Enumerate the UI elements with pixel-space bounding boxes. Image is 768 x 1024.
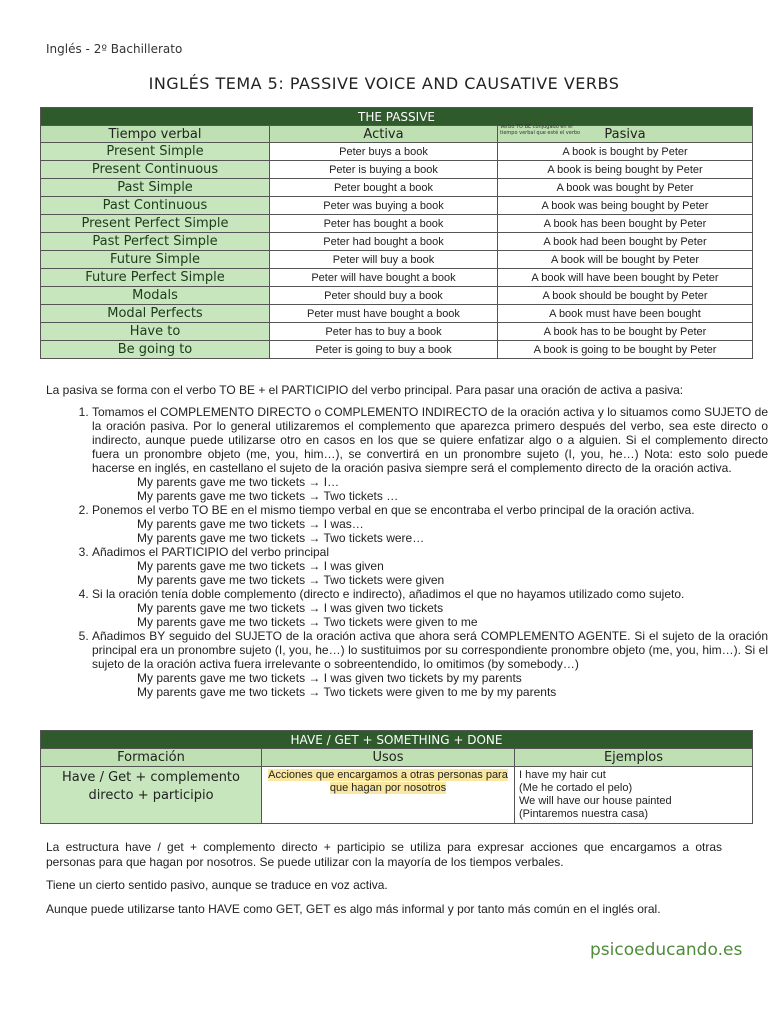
step-text: Ponemos el verbo TO BE en el mismo tiempo verbal en que se encontraba el verbo principal de la oración activa. bbox=[92, 503, 695, 517]
paragraph-passive-sense: Tiene un cierto sentido pasivo, aunque se traduce en voz activa. bbox=[46, 878, 388, 892]
uses-cell: Acciones que encargamos a otras personas para que hagan por nosotros bbox=[262, 767, 515, 824]
table-row: Past Perfect Simple Peter had bought a book A book had been bought by Peter bbox=[41, 233, 753, 251]
example-line: My parents gave me two tickets → I was given two tickets bbox=[137, 601, 444, 615]
table-row: Modals Peter should buy a book A book should be bought by Peter bbox=[41, 287, 753, 305]
table-row: Future Perfect Simple Peter will have bought a book A book will have been bought by Peter bbox=[41, 269, 753, 287]
list-item bbox=[92, 545, 768, 587]
paragraph-have-get: Aunque puede utilizarse tanto HAVE como GET, GET es algo más informal y por tanto más común en el inglés oral. bbox=[46, 902, 661, 916]
steps-list bbox=[46, 405, 768, 699]
list-item bbox=[92, 503, 768, 545]
brand-logo[interactable]: psicoeducando.es bbox=[590, 940, 743, 960]
table-row: Present Perfect Simple Peter has bought a book A book has been bought by Peter bbox=[41, 215, 753, 233]
header-examples: Ejemplos bbox=[515, 749, 753, 767]
step-text: Tomamos el COMPLEMENTO DIRECTO o COMPLEMENTO INDIRECTO de la oración activa y lo situamos como SUJETO de la oración pasiva. Por lo general utilizaremos el complemento que aparezca primero después del verbo, sea este directo o indirecto, aunque puede utilizarse otro en casos en los que se quiere enfatizar algo o a alguien. Si el complemento directo fuera un pronombre objeto (me, you, him…), se convertirá en un pronombre sujeto (I, you, he…) Nota: esto solo puede hacerse en inglés, en castellano el sujeto de la oración pasiva siempre será el complemento directo de la oración activa. bbox=[92, 405, 768, 475]
header-passive-note: Verbo TO BE conjugado en el tiempo verbal que esté el verbo bbox=[500, 124, 581, 136]
page-title: INGLÉS TEMA 5: PASSIVE VOICE AND CAUSATIVE VERBS bbox=[148, 74, 620, 93]
formation-cell: Have / Get + complemento directo + participio bbox=[41, 767, 262, 824]
example-line: My parents gave me two tickets → I was given two tickets by my parents bbox=[137, 671, 522, 685]
list-item bbox=[92, 629, 768, 699]
example-line: My parents gave me two tickets → Two tickets were… bbox=[137, 531, 425, 545]
causative-table bbox=[40, 730, 753, 824]
table-row: Be going to Peter is going to buy a book A book is going to be bought by Peter bbox=[41, 341, 753, 359]
course-header: Inglés - 2º Bachillerato bbox=[46, 42, 183, 56]
table-row: Present Continuous Peter is buying a book A book is being bought by Peter bbox=[41, 161, 753, 179]
example-line: My parents gave me two tickets → I was… bbox=[137, 517, 364, 531]
table-row: Present Simple Peter buys a book A book is bought by Peter bbox=[41, 143, 753, 161]
header-tense: Tiempo verbal bbox=[41, 126, 270, 143]
header-formation: Formación bbox=[41, 749, 262, 767]
example-line: My parents gave me two tickets → Two tickets were given bbox=[137, 573, 445, 587]
header-active: Activa bbox=[270, 126, 498, 143]
step-text: Añadimos BY seguido del SUJETO de la oración activa que ahora será COMPLEMENTO AGENTE. Si el sujeto de la oración principal era un pronombre sujeto (I, you, he…) lo sustituimos por su correspondiente pronombre objeto (me, you, him…). Si el sujeto de la oración activa fuera irrelevante o sobreentendido, lo omitimos (by somebody…) bbox=[92, 629, 768, 671]
table-row: Past Simple Peter bought a book A book was bought by Peter bbox=[41, 179, 753, 197]
example-line: My parents gave me two tickets → I was given bbox=[137, 559, 384, 573]
header-passive: Verbo TO BE conjugado en el tiempo verbal que esté el verbo Pasiva bbox=[498, 126, 753, 143]
passive-banner: THE PASSIVE bbox=[41, 108, 753, 126]
table-row: Past Continuous Peter was buying a book A book was being bought by Peter bbox=[41, 197, 753, 215]
list-item bbox=[92, 587, 768, 629]
paragraph-structure: La estructura have / get + complemento directo + participio se utiliza para expresar acciones que encargamos a otras personas para que hagan por nosotros. Se puede utilizar con la mayoría de los tiempos verbales. bbox=[46, 840, 722, 869]
example-line: My parents gave me two tickets → Two tickets were given to me bbox=[137, 615, 478, 629]
step-text: Si la oración tenía doble complemento (directo e indirecto), añadimos el que no hayamos utilizado como sujeto. bbox=[92, 587, 685, 601]
example-line: My parents gave me two tickets → Two tickets were given to me by my parents bbox=[137, 685, 557, 699]
example-line: My parents gave me two tickets → Two tickets … bbox=[137, 489, 399, 503]
list-item bbox=[92, 405, 768, 503]
examples-cell: I have my hair cut (Me he cortado el pelo) We will have our house painted (Pintaremos nuestra casa) bbox=[515, 767, 753, 824]
passive-table bbox=[40, 107, 753, 359]
table-row: Future Simple Peter will buy a book A book will be bought by Peter bbox=[41, 251, 753, 269]
step-text: Añadimos el PARTICIPIO del verbo principal bbox=[92, 545, 329, 559]
causative-banner: HAVE / GET + SOMETHING + DONE bbox=[41, 731, 753, 749]
header-uses: Usos bbox=[262, 749, 515, 767]
intro-text: La pasiva se forma con el verbo TO BE + el PARTICIPIO del verbo principal. Para pasar una oración de activa a pasiva: bbox=[46, 383, 684, 397]
example-line: My parents gave me two tickets → I… bbox=[137, 475, 340, 489]
table-row: Modal Perfects Peter must have bought a book A book must have been bought bbox=[41, 305, 753, 323]
table-row: Have to Peter has to buy a book A book has to be bought by Peter bbox=[41, 323, 753, 341]
